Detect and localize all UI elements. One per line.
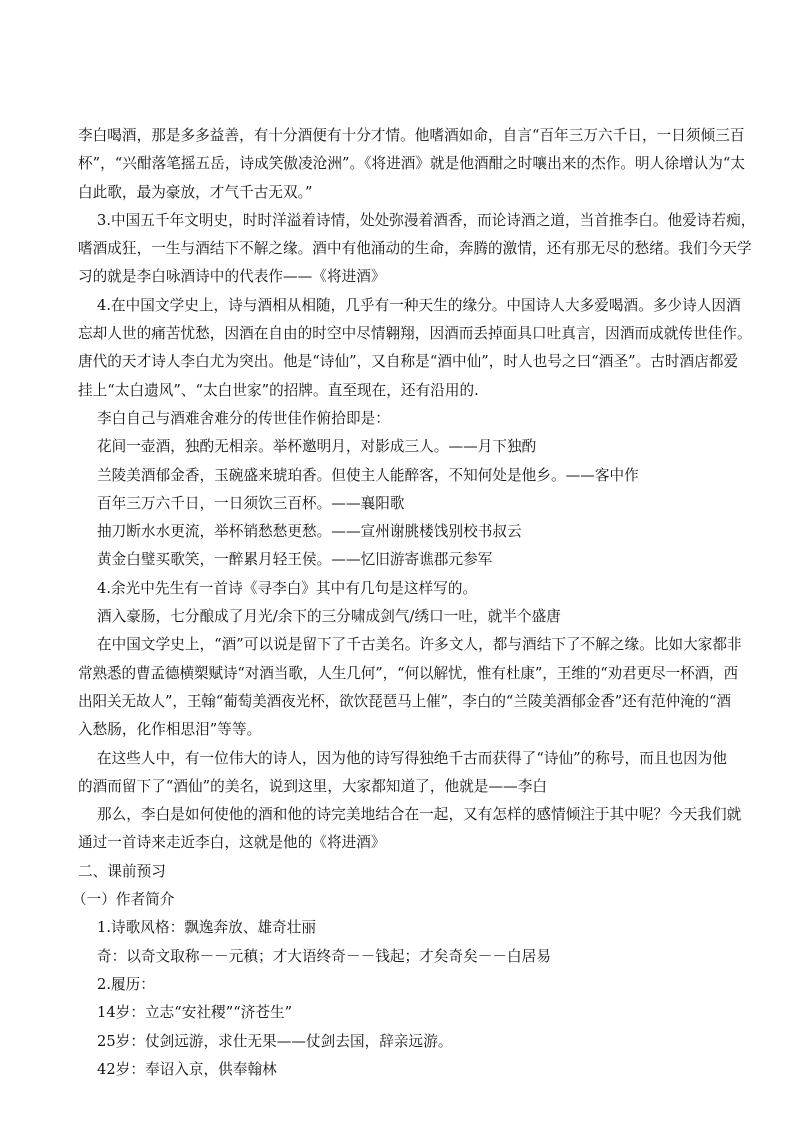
paragraph-line: 3.中国五千年文明史，时时洋溢着诗情，处处弥漫着酒香，而论诗酒之道，当首推李白。他爱诗若痴， (97, 211, 756, 229)
paragraph-line: 李白自己与酒难舍难分的传世佳作俯拾即是： (97, 409, 390, 427)
paragraph-line: 习的就是李白咏酒诗中的代表作——《将进酒》 (78, 268, 386, 286)
paragraph-line: 忘却人世的痛苦忧愁，因酒在自由的时空中尽情翱翔，因酒而丢掉面具口吐真言，因酒而成就传世佳作。 (78, 325, 752, 343)
list-item: 奇：以奇文取称－－元稹；才大语终奇－－钱起；才矣奇矣－－白居易 (97, 947, 551, 965)
paragraph-line: 在中国文学史上，“酒”可以说是留下了千古美名。许多文人，都与酒结下了不解之缘。比如大家都非 (97, 636, 742, 654)
paragraph-line: 那么，李白是如何使他的酒和他的诗完美地结合在一起，又有怎样的感情倾注于其中呢？今天我们就 (97, 806, 742, 824)
subsection-heading: （一）作者简介 (72, 891, 175, 909)
list-item: 14岁：立志“安社稷”“济苍生” (97, 1004, 293, 1022)
paragraph-line: 常熟悉的曹孟德横槊赋诗“对酒当歌，人生几何”，“何以解忧，惟有杜康”，王维的“劝君更尽一杯酒，西 (78, 664, 739, 682)
paragraph-line: 在这些人中，有一位伟大的诗人，因为他的诗写得独绝千古而获得了“诗仙”的称号，而且也因为他 (97, 749, 728, 767)
paragraph-line: 李白喝酒，那是多多益善，有十分酒便有十分才情。他嗜酒如命，自言“百年三万六千日，一日须倾三百 (78, 127, 745, 144)
paragraph-line: 唐代的天才诗人李白尤为突出。他是“诗仙”，又自称是“酒中仙”，时人也号之曰“酒圣”。古时酒店都爱 (78, 353, 739, 371)
list-item: 42岁：奉诏入京，供奉翰林 (97, 1060, 277, 1078)
paragraph-line: 杯”，“兴酣落笔摇五岳，诗成笑傲凌沧洲”。《将进酒》就是他酒酣之时嚷出来的杰作。明人徐增认为“太 (78, 155, 746, 173)
section-heading: 二、课前预习 (78, 862, 166, 880)
paragraph-line: 入愁肠，化作相思泪”等等。 (78, 721, 262, 739)
paragraph-line: 4.余光中先生有一首诗《寻李白》其中有几句是这样写的。 (97, 579, 478, 597)
poem-quote-line: 花间一壶酒，独酌无相亲。举杯邀明月，对影成三人。——月下独酌 (97, 438, 537, 456)
paragraph-line: 通过一首诗来走近李白，这就是他的《将进酒》 (78, 834, 386, 852)
paragraph-line: 的酒而留下了“酒仙”的美名，说到这里，大家都知道了，他就是——李白 (78, 777, 547, 795)
poem-quote-line: 抽刀断水水更流，举杯销愁愁更愁。——宣州谢朓楼饯别校书叔云 (97, 523, 522, 541)
paragraph-line: 白此歌，最为豪放，才气千古无双。” (78, 183, 313, 201)
list-item: 2.履历： (97, 975, 155, 993)
poem-quote-line: 兰陵美酒郁金香，玉碗盛来琥珀香。但使主人能醉客，不知何处是他乡。——客中作 (97, 466, 639, 484)
poem-quote-line: 黄金白璧买歌笑，一醉累月轻王侯。——忆旧游寄谯郡元参军 (97, 551, 493, 569)
poem-quote-line: 酒入豪肠，七分酿成了月光/余下的三分啸成剑气/绣口一吐，就半个盛唐 (97, 608, 561, 626)
list-item: 25岁：仗剑远游，求仕无果——仗剑去国，辞亲远游。 (97, 1032, 453, 1050)
list-item: 1.诗歌风格：飘逸奔放、雄奇壮丽 (97, 919, 317, 937)
paragraph-line: 挂上“太白遗风”、“太白世家”的招牌。直至现在，还有沿用的. (78, 381, 479, 399)
poem-quote-line: 百年三万六千日，一日须饮三百杯。——襄阳歌 (97, 494, 405, 512)
paragraph-line: 出阳关无故人”，王翰“葡萄美酒夜光杯，欲饮琵琶马上催”，李白的“兰陵美酒郁金香”还有范仲淹的“酒 (78, 692, 731, 710)
paragraph-line: 4.在中国文学史上，诗与酒相从相随，几乎有一种天生的缘分。中国诗人大多爱喝酒。多少诗人因酒 (97, 296, 741, 314)
paragraph-line: 嗜酒成狂，一生与酒结下不解之缘。酒中有他涌动的生命，奔腾的激情，还有那无尽的愁绪。我们今天学 (78, 240, 752, 258)
